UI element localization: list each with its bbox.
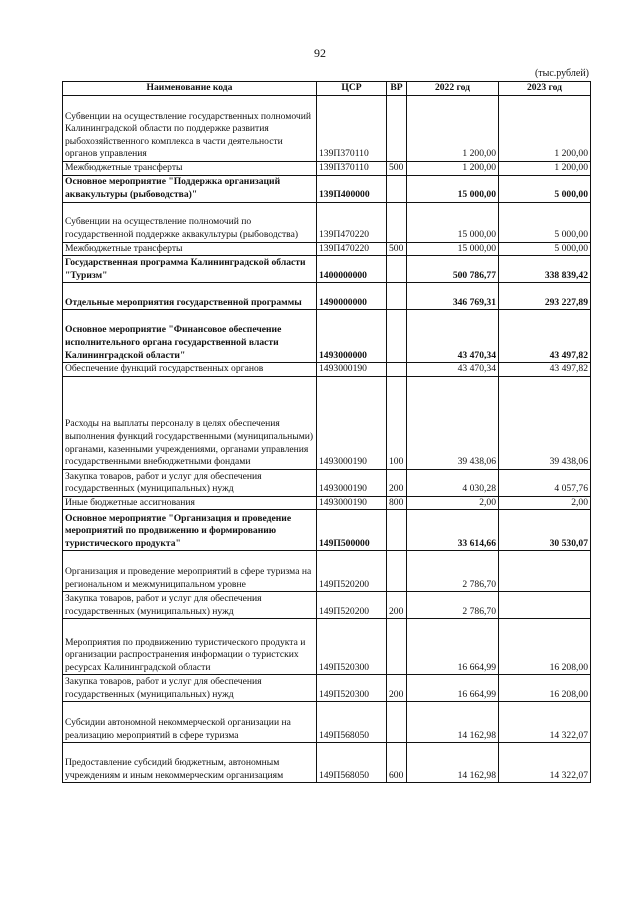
row-name-cell: Основное мероприятие "Финансовое обеспечение исполнительного органа государственной власти Калининградской области" [63, 310, 317, 363]
row-2022-cell: 1 200,00 [407, 162, 499, 176]
row-csr-cell: 149П520200 [317, 592, 387, 619]
row-name-cell: Отдельные мероприятия государственной программы [63, 283, 317, 310]
row-2022-cell: 15 000,00 [407, 202, 499, 242]
row-name-cell: Межбюджетные трансферты [63, 162, 317, 176]
row-2023-cell: 5 000,00 [499, 175, 591, 202]
page-number: 92 [314, 46, 326, 60]
row-name-cell: Субсидии автономной некоммерческой организации на реализацию мероприятий в сфере туризма [63, 702, 317, 743]
row-2023-cell: 1 200,00 [499, 162, 591, 176]
row-vr-cell: 600 [387, 743, 407, 783]
row-csr-cell: 1493000190 [317, 496, 387, 510]
row-2022-cell: 15 000,00 [407, 242, 499, 256]
row-csr-cell: 1493000190 [317, 469, 387, 496]
row-2023-cell [499, 551, 591, 592]
row-csr-cell: 1400000000 [317, 256, 387, 283]
row-csr-cell: 149П568050 [317, 743, 387, 783]
row-2023-cell: 43 497,82 [499, 363, 591, 377]
row-csr-cell: 139П470220 [317, 242, 387, 256]
row-2023-cell: 5 000,00 [499, 202, 591, 242]
row-vr-cell [387, 256, 407, 283]
row-2022-cell: 15 000,00 [407, 175, 499, 202]
table-header-row [63, 82, 591, 96]
table-row [63, 510, 591, 551]
row-name-cell: Межбюджетные трансферты [63, 242, 317, 256]
table-row [63, 202, 591, 242]
row-vr-cell [387, 551, 407, 592]
table-row [63, 162, 591, 176]
row-name-cell: Субвенции на осуществление полномочий по государственной поддержке аквакультуры (рыбоводства) [63, 202, 317, 242]
table-row [63, 619, 591, 675]
row-name-cell: Иные бюджетные ассигнования [63, 496, 317, 510]
table-row [63, 592, 591, 619]
row-vr-cell: 100 [387, 376, 407, 469]
table-row [63, 363, 591, 377]
row-name-cell: Обеспечение функций государственных органов [63, 363, 317, 377]
row-2023-cell: 1 200,00 [499, 96, 591, 162]
row-csr-cell: 149П520300 [317, 675, 387, 702]
row-2022-cell: 2,00 [407, 496, 499, 510]
row-name-cell: Государственная программа Калининградской области "Туризм" [63, 256, 317, 283]
row-2023-cell: 14 322,07 [499, 702, 591, 743]
table-row [63, 283, 591, 310]
budget-table [62, 81, 591, 783]
table-row [63, 496, 591, 510]
row-2023-cell: 5 000,00 [499, 242, 591, 256]
row-2022-cell: 500 786,77 [407, 256, 499, 283]
row-vr-cell: 500 [387, 162, 407, 176]
row-vr-cell [387, 363, 407, 377]
row-csr-cell: 149П500000 [317, 510, 387, 551]
row-name-cell: Мероприятия по продвижению туристического продукта и организации распространения информации о туристских ресурсах Калининградской области [63, 619, 317, 675]
row-csr-cell: 1493000000 [317, 310, 387, 363]
row-2022-cell: 2 786,70 [407, 551, 499, 592]
row-vr-cell [387, 702, 407, 743]
row-2022-cell: 43 470,34 [407, 310, 499, 363]
row-2022-cell: 2 786,70 [407, 592, 499, 619]
row-2022-cell: 39 438,06 [407, 376, 499, 469]
row-name-cell: Организация и проведение мероприятий в сфере туризма на региональном и межмуниципальном уровне [63, 551, 317, 592]
row-name-cell: Субвенции на осуществление государственных полномочий Калининградской области по поддержке развития рыбохозяйственного комплекса в части деятельности органов управления [63, 96, 317, 162]
row-name-cell: Основное мероприятие "Поддержка организаций аквакультуры (рыбоводства)" [63, 175, 317, 202]
row-vr-cell: 200 [387, 469, 407, 496]
row-2022-cell: 43 470,34 [407, 363, 499, 377]
row-2022-cell: 33 614,66 [407, 510, 499, 551]
table-row [63, 256, 591, 283]
row-2023-cell: 338 839,42 [499, 256, 591, 283]
table-row [63, 242, 591, 256]
table-row [63, 675, 591, 702]
table-body [63, 96, 591, 783]
row-csr-cell: 139П370110 [317, 162, 387, 176]
row-csr-cell: 149П520200 [317, 551, 387, 592]
row-csr-cell: 149П520300 [317, 619, 387, 675]
row-vr-cell [387, 510, 407, 551]
row-2022-cell: 1 200,00 [407, 96, 499, 162]
header-vr: ВР [387, 82, 407, 96]
row-vr-cell [387, 175, 407, 202]
row-name-cell: Закупка товаров, работ и услуг для обеспечения государственных (муниципальных) нужд [63, 469, 317, 496]
table-row [63, 376, 591, 469]
row-2022-cell: 4 030,28 [407, 469, 499, 496]
table-row [63, 702, 591, 743]
row-csr-cell: 1490000000 [317, 283, 387, 310]
row-2023-cell: 4 057,76 [499, 469, 591, 496]
row-vr-cell: 200 [387, 675, 407, 702]
table-row [63, 96, 591, 162]
row-csr-cell: 1493000190 [317, 376, 387, 469]
row-2023-cell [499, 592, 591, 619]
row-vr-cell: 200 [387, 592, 407, 619]
row-csr-cell: 149П568050 [317, 702, 387, 743]
table-row [63, 469, 591, 496]
table-row [63, 175, 591, 202]
row-csr-cell: 139П470220 [317, 202, 387, 242]
row-vr-cell [387, 283, 407, 310]
row-2023-cell: 16 208,00 [499, 619, 591, 675]
row-2022-cell: 14 162,98 [407, 743, 499, 783]
row-name-cell: Закупка товаров, работ и услуг для обеспечения государственных (муниципальных) нужд [63, 592, 317, 619]
header-name: Наименование кода [63, 82, 317, 96]
row-vr-cell: 500 [387, 242, 407, 256]
row-2023-cell: 39 438,06 [499, 376, 591, 469]
row-vr-cell [387, 619, 407, 675]
row-2023-cell: 2,00 [499, 496, 591, 510]
table-row [63, 310, 591, 363]
row-vr-cell: 800 [387, 496, 407, 510]
row-2023-cell: 16 208,00 [499, 675, 591, 702]
row-csr-cell: 1493000190 [317, 363, 387, 377]
row-2023-cell: 14 322,07 [499, 743, 591, 783]
row-csr-cell: 139П370110 [317, 96, 387, 162]
row-name-cell: Основное мероприятие "Организация и проведение мероприятий по продвижению и формированию туристического продукта" [63, 510, 317, 551]
header-2023: 2023 год [499, 82, 591, 96]
row-name-cell: Расходы на выплаты персоналу в целях обеспечения выполнения функций государственными (муниципальными) органами, казенными учреждениями, органами управления государственными внебюджетными фондами [63, 376, 317, 469]
row-2023-cell: 43 497,82 [499, 310, 591, 363]
row-2022-cell: 346 769,31 [407, 283, 499, 310]
header-csr: ЦСР [317, 82, 387, 96]
row-name-cell: Закупка товаров, работ и услуг для обеспечения государственных (муниципальных) нужд [63, 675, 317, 702]
row-vr-cell [387, 202, 407, 242]
units-label: (тыс.рублей) [534, 68, 589, 79]
row-2023-cell: 293 227,89 [499, 283, 591, 310]
row-2022-cell: 14 162,98 [407, 702, 499, 743]
table-row [63, 743, 591, 783]
row-name-cell: Предоставление субсидий бюджетным, автономным учреждениям и иным некоммерческим организациям [63, 743, 317, 783]
row-2022-cell: 16 664,99 [407, 619, 499, 675]
table-row [63, 551, 591, 592]
row-csr-cell: 139П400000 [317, 175, 387, 202]
row-2023-cell: 30 530,07 [499, 510, 591, 551]
row-vr-cell [387, 310, 407, 363]
row-2022-cell: 16 664,99 [407, 675, 499, 702]
header-2022: 2022 год [407, 82, 499, 96]
row-vr-cell [387, 96, 407, 162]
